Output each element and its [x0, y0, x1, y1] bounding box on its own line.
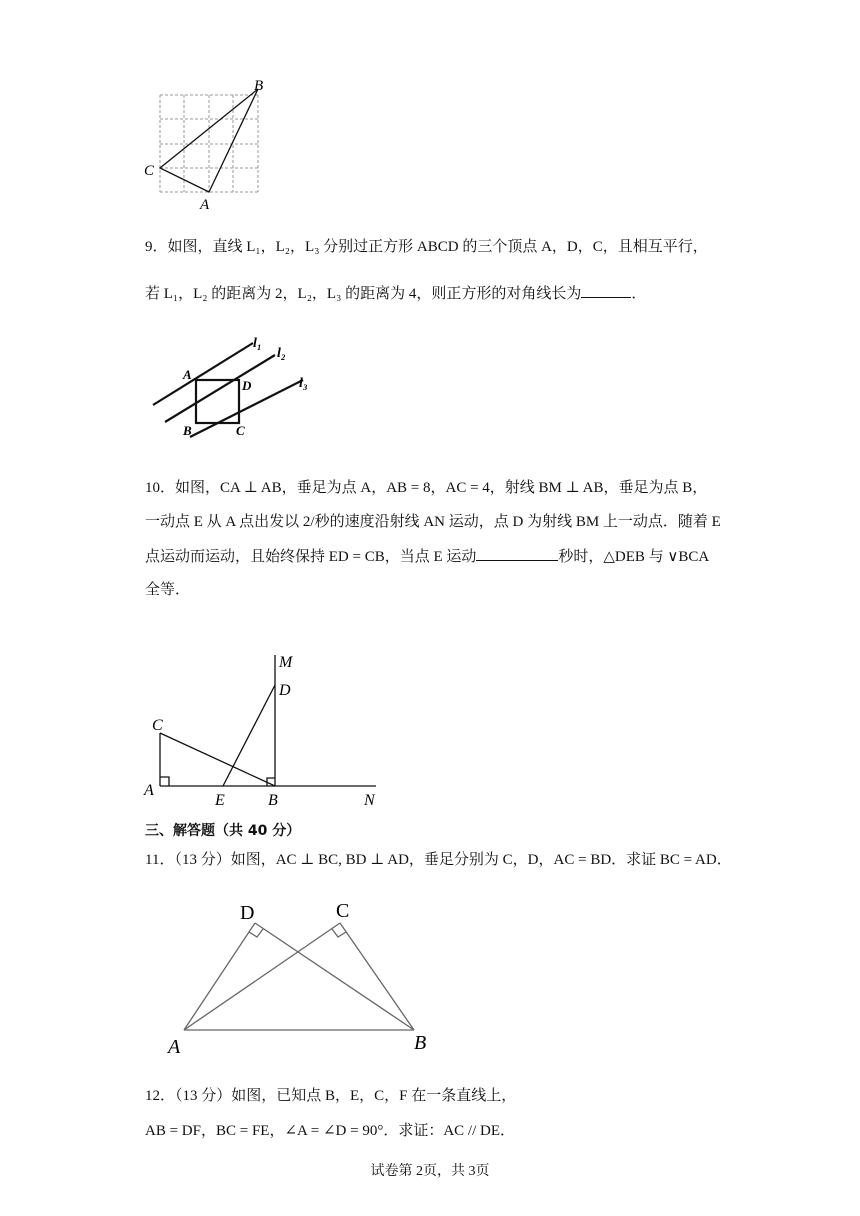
q10-line3-text: 点运动而运动，且始终保持 ED = CB，当点 E 运动: [145, 549, 477, 565]
answer-blank-q10: [476, 546, 558, 561]
page-footer: 试卷第 2页，共 3页: [370, 1164, 490, 1179]
q9-line1: 9．如图，直线 L₁，L₂，L₃ 分别过正方形 ABCD 的三个顶点 A，D，C，且相互平行，: [145, 239, 708, 255]
label-C: C: [236, 423, 245, 438]
label-D: D: [279, 682, 291, 699]
label-B: B: [268, 792, 278, 809]
label-E: E: [215, 792, 225, 809]
q12-line2: AB = DF，BC = FE，∠A = ∠D = 90°．求证：AC // DE．: [145, 1123, 516, 1139]
label-A: A: [168, 1036, 181, 1058]
label-M: M: [279, 654, 293, 671]
section-title: 三、解答题（共 40 分）: [145, 823, 301, 839]
answer-blank-q9: [581, 283, 631, 298]
label-l2: l₂: [277, 346, 286, 361]
label-A: A: [183, 367, 192, 382]
label-C: C: [144, 163, 155, 179]
label-l1: l₁: [253, 336, 262, 351]
figure-moving-point: [140, 645, 390, 810]
q9-line2-end: ．: [631, 286, 647, 302]
label-D: D: [240, 902, 255, 924]
label-C: C: [336, 900, 350, 922]
figure-parallel-lines-square: [145, 325, 335, 445]
q12-line1: 12．（13 分）如图，已知点 B，E，C，F 在一条直线上，: [145, 1088, 517, 1104]
label-B: B: [183, 423, 192, 438]
q10-line3-end: 秒时，△DEB 与 ∨BCA: [558, 549, 710, 565]
label-N: N: [364, 792, 375, 809]
label-l3: l₃: [299, 376, 308, 391]
label-B: B: [414, 1032, 427, 1054]
q9-line2: [145, 283, 646, 304]
label-A: A: [200, 197, 210, 213]
figure-crossed-triangles: [160, 895, 450, 1060]
figure-grid-triangle: [140, 75, 280, 215]
label-D: D: [242, 378, 252, 393]
q10-line3: [145, 546, 709, 567]
q11-text: 11．（13 分）如图，AC ⊥ BC, BD ⊥ AD，垂足分别为 C，D，AC = BD．求证 BC = AD．: [145, 852, 732, 868]
q10-line2: 一动点 E 从 A 点出发以 2/秒的速度沿射线 AN 运动，点 D 为射线 BM 上一动点．随着 E: [145, 514, 721, 530]
label-A: A: [144, 782, 154, 799]
label-B: B: [254, 78, 264, 94]
label-C: C: [152, 717, 163, 734]
q10-line4: 全等．: [145, 582, 191, 598]
q9-line2-text: 若 L₁，L₂ 的距离为 2，L₂，L₃ 的距离为 4，则正方形的对角线长为: [145, 286, 582, 302]
q10-line1: 10．如图，CA ⊥ AB，垂足为点 A，AB = 8，AC = 4，射线 BM ⊥ AB，垂足为点 B，: [145, 480, 708, 496]
